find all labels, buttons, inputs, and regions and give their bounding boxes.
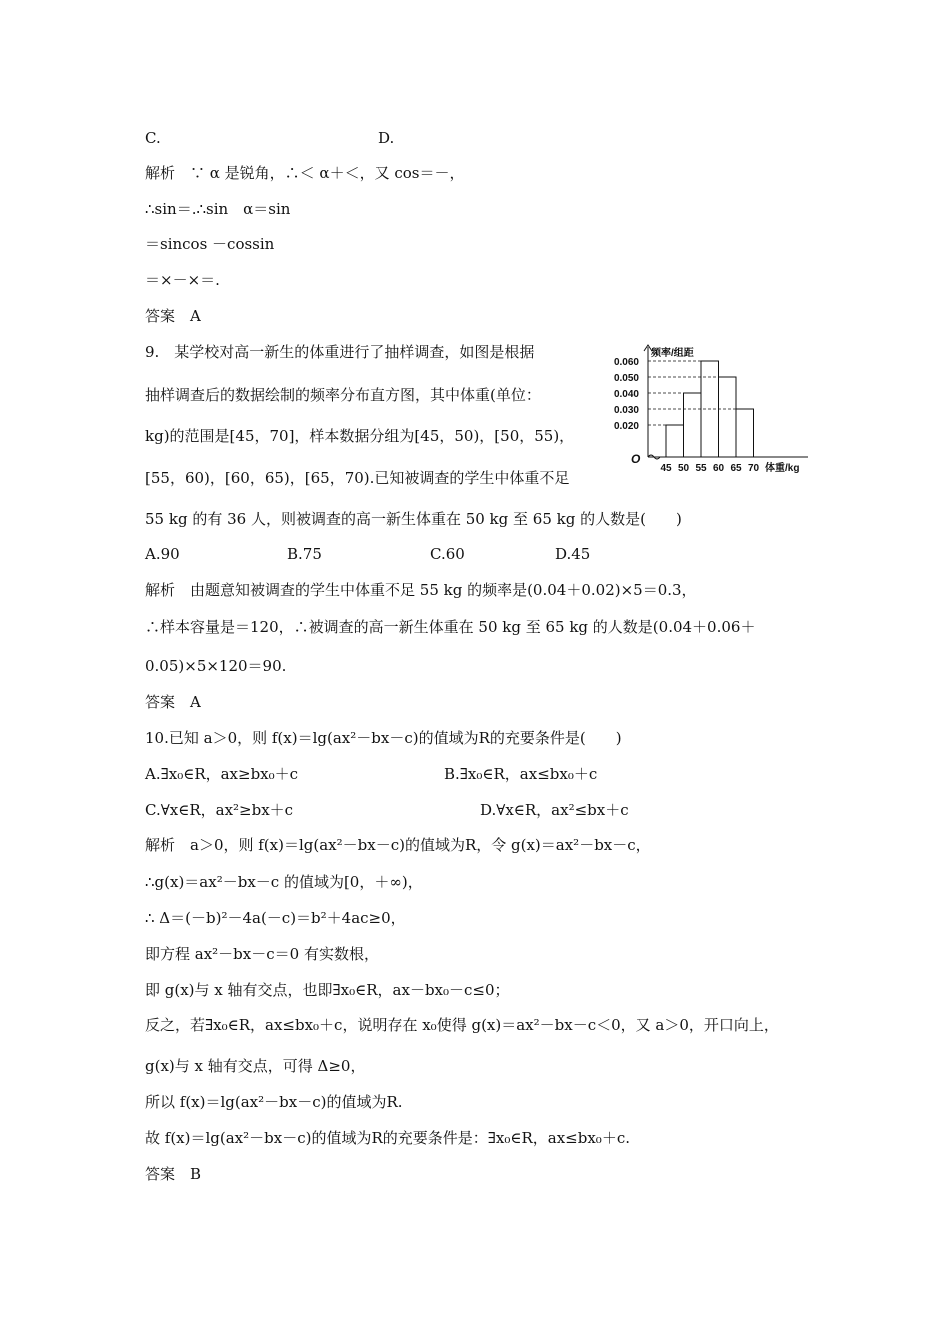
q9-answer: 答案 A [145, 693, 201, 711]
x-tick-label: 45 [660, 463, 672, 474]
x-tick-label: 55 [695, 463, 707, 474]
histogram-bar [666, 425, 684, 457]
x-tick-label: 70 [747, 463, 760, 474]
y-tick-label: 0.060 [613, 357, 639, 368]
q9-analysis-line-3: 0.05)×5×120＝90. [145, 657, 287, 675]
x-axis-label: 体重/kg [765, 463, 800, 474]
q9-option-c: C.60 [430, 545, 465, 563]
y-axis-label: 频率/组距 [651, 348, 694, 359]
q10-option-b: B.∃x₀∈R，ax≤bx₀＋c [444, 765, 598, 783]
q10-analysis-line-1: 解析 a＞0，则 f(x)＝lg(ax²－bx－c)的值域为R，令 g(x)＝ax²－bx－c， [145, 836, 651, 854]
q9-stem-line-4: [55，60)，[60，65)，[65，70).已知被调查的学生中体重不足 [145, 469, 570, 487]
q8-analysis-line-4: ＝×－×＝. [145, 271, 220, 289]
q10-analysis-line-7: g(x)与 x 轴有交点，可得 Δ≥0， [145, 1057, 366, 1075]
q10-analysis-line-6: 反之，若∃x₀∈R，ax≤bx₀＋c，说明存在 x₀使得 g(x)＝ax²－bx－c＜0，又 a＞0，开口向上， [145, 1016, 779, 1034]
q10-stem: 10.已知 a＞0，则 f(x)＝lg(ax²－bx－c)的值域为R的充要条件是( ) [145, 729, 622, 747]
y-tick-label: 0.020 [613, 421, 639, 432]
q10-option-d: D.∀x∈R，ax²≤bx＋c [480, 801, 629, 819]
q9-stem-line-1: 9. 某学校对高一新生的体重进行了抽样调查，如图是根据 [145, 343, 535, 361]
q10-analysis-line-9: 故 f(x)＝lg(ax²－bx－c)的值域为R的充要条件是：∃x₀∈R，ax≤bx₀＋c. [145, 1129, 630, 1147]
q9-stem-line-5: 55 kg 的有 36 人，则被调查的高一新生体重在 50 kg 至 65 kg 的人数是( ) [145, 510, 682, 528]
q9-stem-line-2: 抽样调查后的数据绘制的频率分布直方图，其中体重(单位： [145, 386, 541, 404]
q10-option-a: A.∃x₀∈R，ax≥bx₀＋c [145, 765, 299, 783]
histogram-chart [603, 343, 813, 483]
x-tick-label: 60 [712, 463, 725, 474]
x-tick-label: 50 [677, 463, 690, 474]
q8-analysis-line-1: 解析 ∵ α 是锐角，∴＜ α＋＜，又 cos＝－， [145, 164, 465, 182]
q10-analysis-line-8: 所以 f(x)＝lg(ax²－bx－c)的值域为R. [145, 1093, 403, 1111]
q9-stem-line-3: kg)的范围是[45，70]，样本数据分组为[45，50)，[50，55)， [145, 427, 575, 445]
q9-option-a: A.90 [145, 545, 180, 563]
q9-analysis-line-2: ∴样本容量是＝120，∴被调查的高一新生体重在 50 kg 至 65 kg 的人数是(0.04＋0.06＋ [145, 618, 756, 636]
y-tick-label: 0.050 [613, 373, 639, 384]
q8-analysis-line-3: ＝sincos －cossin [145, 235, 275, 253]
q8-answer: 答案 A [145, 307, 201, 325]
q10-analysis-line-5: 即 g(x)与 x 轴有交点，也即∃x₀∈R，ax－bx₀－c≤0； [145, 981, 510, 999]
q9-option-d: D.45 [555, 545, 591, 563]
q9-analysis-line-1: 解析 由题意知被调查的学生中体重不足 55 kg 的频率是(0.04＋0.02)×5＝0.3， [145, 581, 697, 599]
q8-analysis-line-2: ∴sin＝.∴sin α＝sin [145, 200, 291, 218]
q10-analysis-line-3: ∴ Δ＝(－b)²－4a(－c)＝b²＋4ac≥0， [145, 909, 406, 927]
q10-analysis-line-2: ∴g(x)＝ax²－bx－c 的值域为[0，＋∞)， [145, 873, 423, 891]
q8-option-d: D. [378, 129, 395, 147]
q10-answer: 答案 B [145, 1165, 202, 1183]
histogram-bar [736, 409, 754, 457]
q9-option-b: B.75 [287, 545, 322, 563]
q10-option-c: C.∀x∈R，ax²≥bx＋c [145, 801, 294, 819]
q10-analysis-line-4: 即方程 ax²－bx－c＝0 有实数根， [145, 945, 379, 963]
x-tick-label: 65 [730, 463, 742, 474]
histogram-bar [684, 393, 702, 457]
origin-label: O [631, 452, 641, 466]
y-tick-label: 0.040 [613, 389, 639, 400]
y-tick-label: 0.030 [613, 405, 639, 416]
histogram-bar [719, 377, 737, 457]
q8-option-c: C. [145, 129, 161, 147]
